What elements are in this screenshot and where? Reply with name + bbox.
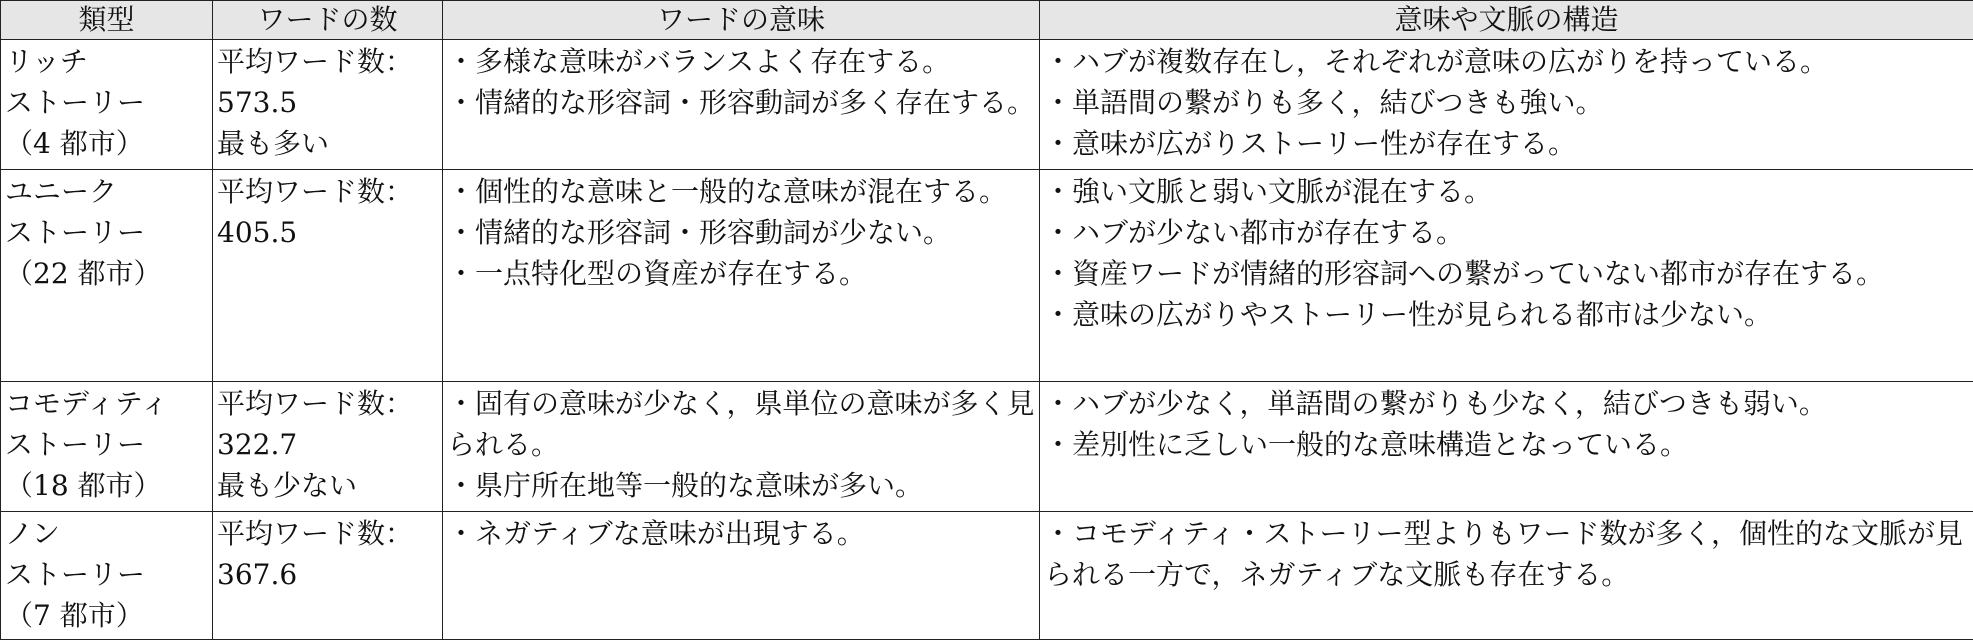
structure-cell xyxy=(1040,170,1973,382)
structure-item: ・強い文脈と弱い文脈が混在する。 xyxy=(1044,175,1493,208)
header-type: 類型 xyxy=(1,1,213,40)
word-meaning-cell xyxy=(443,512,1040,640)
structure-cell xyxy=(1040,512,1973,640)
meaning-item: ・ネガティブな意味が出現する。 xyxy=(447,517,865,550)
count-line: 平均ワード数： xyxy=(217,387,414,420)
meaning-item: ・個性的な意味と一般的な意味が混在する。 xyxy=(447,175,1008,208)
word-count-cell xyxy=(213,40,443,170)
structure-item: ・資産ワードが情緒的形容詞への繋がっていない都市が存在する。 xyxy=(1044,257,1885,290)
type-line: コモディティ xyxy=(5,387,169,420)
type-line: ノン xyxy=(5,517,60,550)
table-header xyxy=(1,1,1973,40)
header-word-meaning: ワードの意味 xyxy=(443,1,1040,40)
count-line: 367.6 xyxy=(217,558,298,591)
count-line: 最も少ない xyxy=(217,469,358,502)
type-line: （7 都市） xyxy=(5,599,144,632)
type-line: ストーリー xyxy=(5,428,146,461)
count-line: 405.5 xyxy=(217,216,298,249)
type-cell xyxy=(1,382,213,512)
type-line: ストーリー xyxy=(5,216,146,249)
type-cell xyxy=(1,40,213,170)
structure-item: ・コモディティ・ストーリー型よりもワード数が多く，個性的な文脈が見られる一方で，ネガティブな文脈も存在する。 xyxy=(1044,517,1963,591)
count-line: 573.5 xyxy=(217,86,298,119)
structure-cell xyxy=(1040,40,1973,170)
type-line: （22 都市） xyxy=(5,257,162,290)
meaning-item: ・県庁所在地等一般的な意味が多い。 xyxy=(447,469,924,502)
structure-item: ・意味の広がりやストーリー性が見られる都市は少ない。 xyxy=(1044,298,1773,331)
structure-item: ・意味が広がりストーリー性が存在する。 xyxy=(1044,127,1577,160)
count-line: 平均ワード数： xyxy=(217,517,414,550)
count-line: 平均ワード数： xyxy=(217,45,414,78)
structure-item: ・ハブが複数存在し，それぞれが意味の広がりを持っている。 xyxy=(1044,45,1829,78)
header-meaning-structure: 意味や文脈の構造 xyxy=(1040,1,1973,40)
table-body xyxy=(1,40,1973,640)
table-row xyxy=(1,40,1973,170)
count-line: 322.7 xyxy=(217,428,298,461)
meaning-item: ・情緒的な形容詞・形容動詞が少ない。 xyxy=(447,216,952,249)
word-meaning-cell xyxy=(443,382,1040,512)
structure-item: ・ハブが少なく，単語間の繋がりも少なく，結びつきも弱い。 xyxy=(1044,387,1827,420)
meaning-item: ・固有の意味が少なく，県単位の意味が多く見られる。 xyxy=(447,387,1035,461)
type-line: （18 都市） xyxy=(5,469,162,502)
structure-item: ・ハブが少ない都市が存在する。 xyxy=(1044,216,1465,249)
type-cell xyxy=(1,512,213,640)
count-line: 平均ワード数： xyxy=(217,175,414,208)
type-cell xyxy=(1,170,213,382)
structure-item: ・単語間の繋がりも多く，結びつきも強い。 xyxy=(1044,86,1604,119)
structure-cell xyxy=(1040,382,1973,512)
type-line: ストーリー xyxy=(5,558,146,591)
word-count-cell xyxy=(213,382,443,512)
header-row xyxy=(1,1,1973,40)
count-line: 最も多い xyxy=(217,127,330,160)
table-row xyxy=(1,512,1973,640)
type-line: ストーリー xyxy=(5,86,146,119)
table-row xyxy=(1,382,1973,512)
word-meaning-cell xyxy=(443,170,1040,382)
word-meaning-cell xyxy=(443,40,1040,170)
word-count-cell xyxy=(213,512,443,640)
type-line: リッチ xyxy=(5,45,88,78)
meaning-item: ・一点特化型の資産が存在する。 xyxy=(447,257,868,290)
meaning-item: ・多様な意味がバランスよく存在する。 xyxy=(447,45,951,78)
type-line: ユニーク xyxy=(5,175,118,208)
meaning-item: ・情緒的な形容詞・形容動詞が多く存在する。 xyxy=(447,86,1036,119)
structure-item: ・差別性に乏しい一般的な意味構造となっている。 xyxy=(1044,428,1689,461)
table-row xyxy=(1,170,1973,382)
type-line: （4 都市） xyxy=(5,127,144,160)
header-word-count: ワードの数 xyxy=(213,1,443,40)
word-count-cell xyxy=(213,170,443,382)
